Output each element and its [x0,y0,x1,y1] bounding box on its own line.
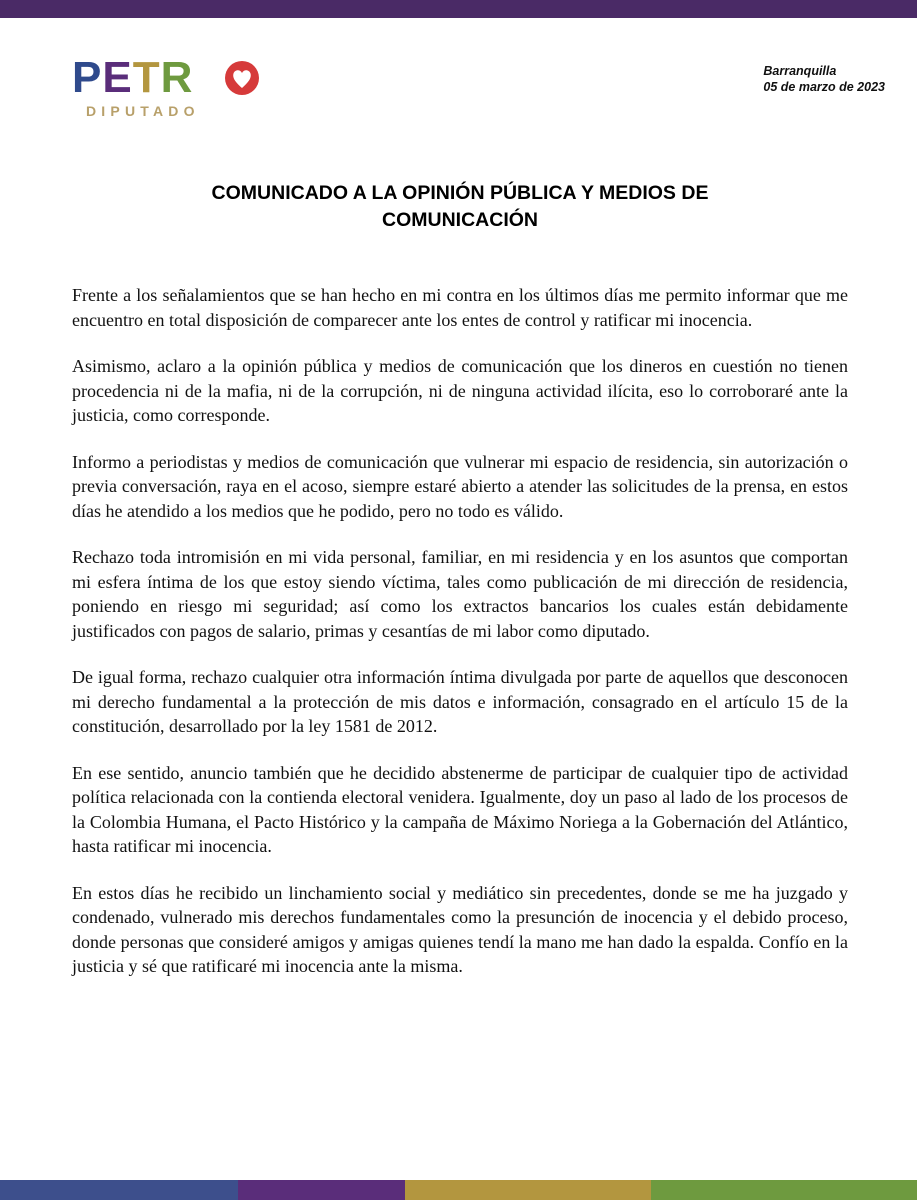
date: 05 de marzo de 2023 [763,80,885,94]
place: Barranquilla [763,64,837,78]
heart-icon [224,59,260,97]
paragraph-2: Asimismo, aclaro a la opinión pública y medios de comunicación que los dineros en cuestión no tienen procedencia ni de la mafia, ni de la corrupción, ni de ninguna actividad ilícita, eso lo corroboraré ante la justicia, como corresponde. [72,356,848,425]
logo-letter-r: R [160,53,194,102]
title-line-1: COMUNICADO A LA OPINIÓN PÚBLICA Y MEDIOS DE [211,182,709,204]
logo [72,53,272,126]
bottom-bar-segment-green [651,1180,917,1200]
paragraph-4: Rechazo toda intromisión en mi vida personal, familiar, en mi residencia y en los asuntos que comportan mi esfera íntima de los que estoy siendo víctima, tales como publicación de mi dirección de residencia, poniendo en riesgo mi seguridad; así como los extractos bancarios los cuales están debidamente justificados con pagos de salario, primas y cesantías de mi labor como diputado. [72,547,848,641]
paragraph-6: En ese sentido, anuncio también que he decidido abstenerme de participar de cualquier tipo de actividad política relacionada con la contienda electoral venidera. Igualmente, doy un paso al lado de los procesos de la Colombia Humana, el Pacto Histórico y la campaña de Máximo Noriega a la Gobernación del Atlántico, hasta ratificar mi inocencia. [72,762,848,856]
logo-wordmark [72,53,194,102]
bottom-bar-segment-blue [0,1180,238,1200]
document-title [120,180,800,234]
logo-letter-e: E [102,53,133,102]
logo-letter-t: T [132,53,161,102]
logo-letter-p: P [72,53,103,102]
logo-subtitle: DIPUTADO [86,103,200,119]
place-date-block [763,63,885,95]
paragraph-3: Informo a periodistas y medios de comunicación que vulnerar mi espacio de residencia, sin autorización o previa conversación, raya en el acoso, siempre estaré abierto a atender las solicitudes de la prensa, en estos días he atendido a los medios que he podido, pero no todo es válido. [72,451,848,521]
paragraph-7: En estos días he recibido un linchamiento social y mediático sin precedentes, donde se me ha juzgado y condenado, vulnerado mis derechos fundamentales como la presunción de inocencia y el debido proceso, donde personas que consideré amigos y amigas quienes tendí la mano me han dado la espalda. Confío en la justicia y sé que ratificaré mi inocencia ante la misma. [72,882,848,976]
paragraph-5: De igual forma, rechazo cualquier otra información íntima divulgada por parte de aquellos que desconocen mi derecho fundamental a la protección de mis datos e información, consagrado en el artículo 15 de la constitución, desarrollado por la ley 1581 de 2012. [72,667,848,736]
bottom-bar-segment-purple [238,1180,405,1200]
document-body [72,283,848,1001]
title-line-2: COMUNICACIÓN [382,209,538,231]
bottom-color-bar [0,1180,917,1200]
top-color-bar [0,0,917,18]
bottom-bar-segment-gold [405,1180,651,1200]
paragraph-1: Frente a los señalamientos que se han hecho en mi contra en los últimos días me permito informar que me encuentro en total disposición de comparecer ante los entes de control y ratificar mi inocencia. [72,285,848,330]
